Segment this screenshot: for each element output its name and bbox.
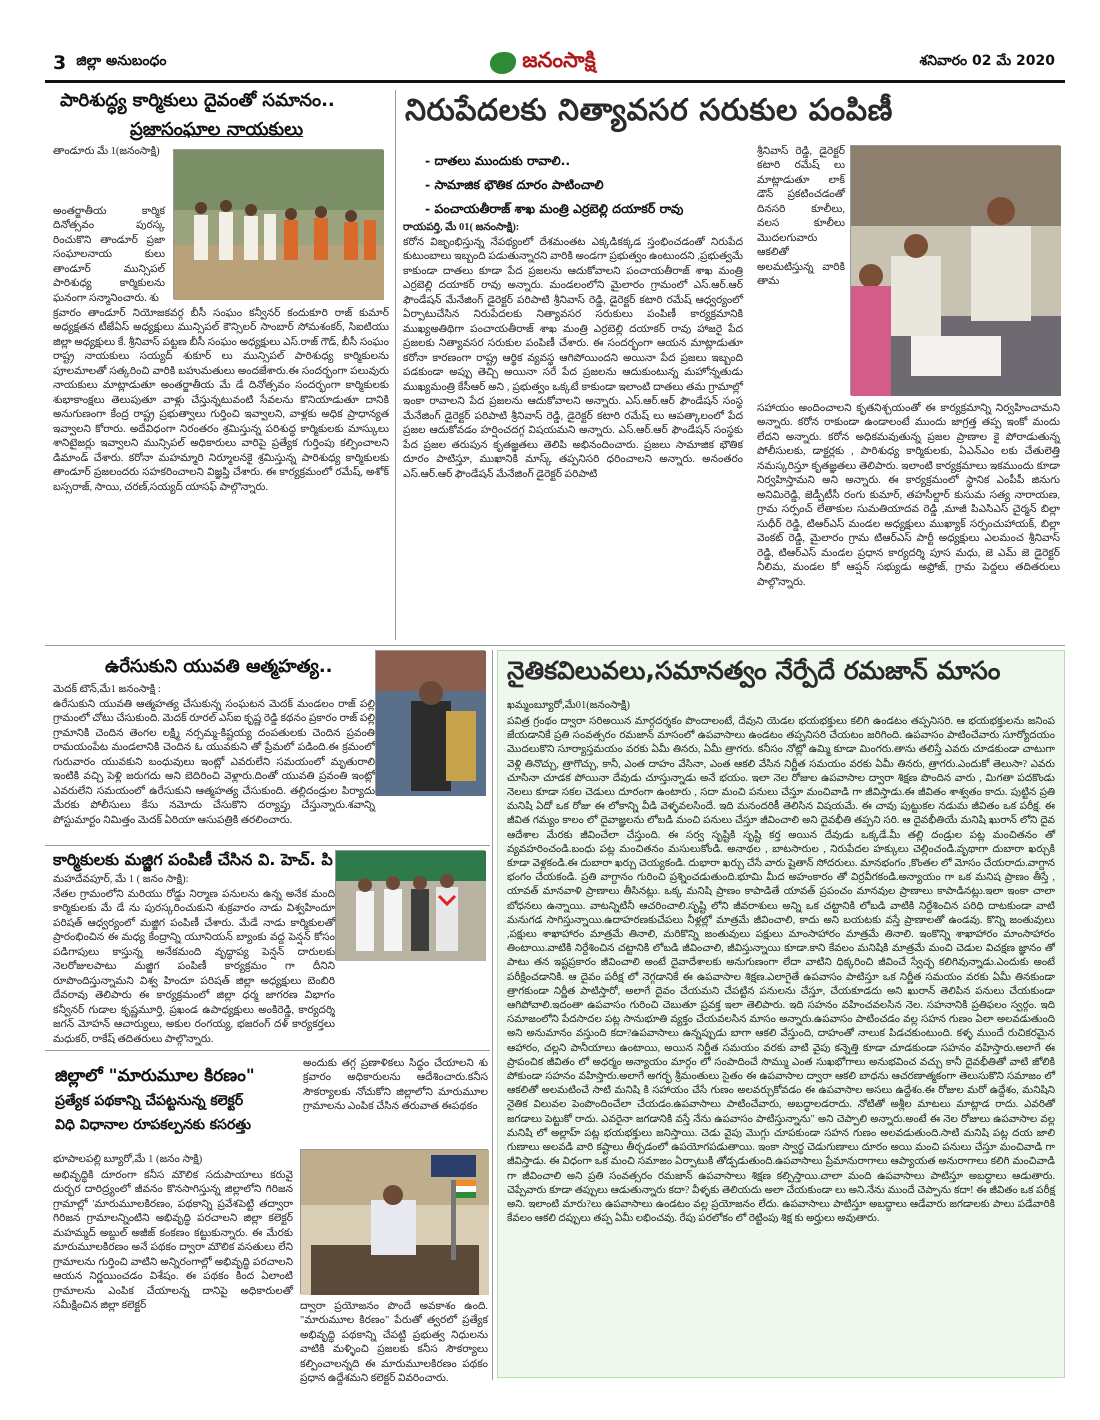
- masthead: [45, 45, 1065, 83]
- story1-side-text: అంతర్జాతీయ కార్మిక దినోత్సవం పురస్క రించుకొని తాండూర్ ప్రజా సంఘాలనాయ కులు తాండూర్ మున్సిపల్ పారిశుధ్య కార్మికులను ఘనంగా సన్మానించారు. శు: [53, 206, 165, 304]
- story5-photo: [300, 1149, 488, 1294]
- story1-headline: పారిశుద్ధ్య కార్మికులు దైవంతో సమానం..: [60, 90, 335, 111]
- story2-side-text: శ్రీనివాస్ రెడ్డి, డైరెక్టర్ కటారి రమేష్ లు మాట్లాడుతూ లాక్ డౌన్ ప్రకటించడంతో దినసరి కూలీలు, వలస కూలీలు మొదలగువారు ఆకలితో అలమటిస్తున్న వారికి తామ: [757, 146, 845, 288]
- story4-body: నేతల గ్రామంలోని మరియు రోడ్డు నిర్మాణ పనులను ఉన్న అనేక మంది కార్మికులకు మే డే ను పురస్కరించుకుని శుక్రవారం నాడు విశ్వహిందూ పరిషత్ ఆధ్వర్యంలో మజ్జిగ పంపిణీ చేశారు. మేడే నాడు కార్మికులతో ప్రారంభించిన ఈ మధ్య కేంద్రాన్ని యూనియన్ బ్యాంకు వద్ద పెన్షన్ కోసం పడిగాపులు కాస్తున్న అనేకమంది వృద్ధాప్య పెన్షన్ దారులకు నెలరోజులపాటు మజ్జిగ పంపిణీ కార్యక్రమం గా దీనిని రూపొందిస్తున్నామని విశ్వ హిందూ పరిషత్ జిల్లా అధ్యక్షులు బెంబిరి దేవరావు తెలిపారు ఈ కార్యక్రమంలో జిల్లా ధర్మ జాగరణ విభాగం కన్వీనర్ గుడాల కృష్ణమూర్తి, ప్రఖండ ఉపాధ్యక్షులు అంకిరెడ్డి, కార్యదర్శి జగన్ మోహన్ ఆచార్యులు, అకుల రంగయ్య, భజరంగ్ దళ్ కార్యకర్తలు మధుకర్, రాకేష్ తదితరులు పాల్గొన్నారు.: [53, 889, 335, 1045]
- story4-dateline: మహదేవపూర్, మే 1 ( జనం సాక్షి):: [53, 874, 189, 885]
- newspaper-name: జనంసాక్షి: [522, 47, 596, 72]
- story4-body-cont: [53, 978, 485, 1048]
- telangana-map-icon: [490, 52, 516, 74]
- story1-subheadline: ప్రజాసంఘాల నాయకులు: [130, 119, 304, 140]
- story2-dateline: రాయపర్తి, మే 01( జనంసాక్షి):: [403, 222, 520, 233]
- story2-body: కరోన విజృంభిస్తున్న నేపథ్యంలో దేశమంతట ఎక్కడికక్కడ స్తంభించడంతో నిరుపేద కుటుంబాలు ఇబ్బంది పడుతున్నారని వారికి అండగా ప్రభుత్వం ఉంటుందని ,ప్రభుత్వమే కాకుండా దాతలు కూడా పేద ప్రజలను ఆదుకోవాలని పంచాయతీరాజ్ శాఖ మంత్రి ఎర్రబెల్లి దయాకర్ రావు అన్నారు. మండలంలోని మైలారం గ్రామంలో ఎస్.ఆర్.ఆర్ ఫౌండేషన్ మేనేజింగ్ డైరెక్టర్ పరిపాటి శ్రీనివాస్ రెడ్డి, డైరెక్టర్ కటారి రమేష్ ఆధ్వర్యంలో ఏర్పాటుచేసిన నిరుపేదలకు నిత్యావసర సరుకులు పంపిణీ కార్యక్రమానికి ముఖ్యఅతిథిగా పంచాయతీరాజ్ శాఖ మంత్రి ఎర్రబెల్లి దయాకర్ రావు హాజరై పేద ప్రజలకు నిత్యావసర సరుకుల పంపిణీ చేశారు. ఈ సందర్భంగా ఆయన మాట్లాడుతూ కరోనా కారణంగా రాష్ట్ర ఆర్థిక వ్యవస్థ ఆగిపోయిందని అయినా పేద ప్రజలు ఇబ్బంది పడకుండా అప్పు తెచ్చి అయినా సరే పేద ప్రజలను ఆదుకుంటున్న మహోన్నతుడు ముఖ్యమంత్రి కేసీఆర్ అని , ప్రభుత్వం ఒక్కటే కాకుండా ఇలాంటి దాతలు తమ గ్రామాల్లో ఇంకా రావాలని పేద ప్రజలను ఆదుకోవాలని అన్నారు. ఎస్.ఆర్.ఆర్ ఫౌండేషన్ సంస్థ మేనేజింగ్ డైరెక్టర్ పరిపాటి శ్రీనివాస్ రెడ్డి, డైరెక్టర్ కటారి రమేష్ లు ఆపత్కాలంలో పేద ప్రజల ఆదుకోవడం హర్షించదగ్గ విషయమని అన్నారు. ఎస్.ఆర్.ఆర్ ఫౌండేషన్ సంస్థకు పేద ప్రజల తరుపున కృతజ్ఞతలు తెలిపి అభినందించారు. ప్రజలు సామాజిక భౌతిక దూరం పాటిస్తూ, ముఖానికి మాస్క్ తప్పనిసరి ధరించాలని అన్నారు. అనంతరం ఎస్.ఆర్.ఆర్ ఫౌండేషన్ మేనేజింగ్ డైరెక్టర్ పరిపాటి: [403, 237, 743, 480]
- story5-headline: జిల్లాలో "మారుమూల కిరణం": [55, 1066, 255, 1086]
- story2-bullet-3: - పంచాయతీరాజ్ శాఖ మంత్రి ఎర్రబెల్లి దయాకర్ రావు: [425, 201, 684, 216]
- story3-photo: [375, 650, 485, 795]
- story5-body-cont: ద్వారా ప్రయోజనం పొందే అవకాశం ఉంది. "మారుమూల కిరణం" పేరుతో త్వరలో ప్రత్యేక అభివృద్ధి పథకాన్ని చేపట్టి ప్రభుత్వ నిధులను వాటికి మళ్ళించి ప్రజలకు కనీస సౌకర్యాలు కల్పించాలన్నది ఈ మారుమూలకిరణం పథకం ప్రధాన ఉద్దేశమని కలెక్టర్ వివరించారు.: [300, 1301, 488, 1385]
- story2-bullet-1: - దాతలు ముందుకు రావాలి..: [425, 153, 571, 168]
- story2-headline: నిరుపేదలకు నిత్యావసర సరుకుల పంపిణీ: [405, 93, 893, 128]
- story6-dateline: ఖమ్మంబ్యూరో,మే01(జనంసాక్షి): [507, 700, 630, 711]
- story2-photo: [850, 145, 1060, 395]
- story3-headline: ఉరేసుకుని యువతి ఆత్మహత్య..: [105, 656, 333, 677]
- story5-body: అభివృద్ధికి దూరంగా కనీస మౌలిక సదుపాయాలు కరువై దుర్భర దారిద్ర్యంలో జీవనం కొనసాగిస్తున్న జిల్లాలోని గిరిజన గ్రామాల్లో 'మారుమూలకిరణం, పథకాన్ని ప్రవేశపెట్టి తద్వారా గిరిజన గ్రామాలన్నింటిని అభివృద్ధి పరచాలని జిల్లా కలెక్టర్ మహమ్మద్ అబ్దుల్ అజీజ్ కంకణం కట్టుకున్నారు. ఈ మేరకు మారుమూలకిరణం అనే పథకం ద్వారా మౌలిక వసతులు లేని గ్రామాలను గుర్తించి వాటిని అన్నిరంగాల్లో అభివృద్ధి పరచాలని ఆయన నిర్ణయించడం విశేషం. ఈ పథకం కింద ఏలాంటి గ్రామాలను ఎంపిక చేయాలన్న దానిపై అధికారులతో సమీక్షించిన జిల్లా కలెక్టర్: [53, 1170, 293, 1312]
- story3-body-cont: [53, 794, 485, 844]
- newspaper-logo: [490, 48, 595, 78]
- story1-dateline: తాండూరు మే 1(జనంసాక్షి): [53, 146, 160, 157]
- story6-headline: నైతికవిలువలు,సమానత్వం నేర్పేదే రమజాన్ మాసం: [507, 656, 1001, 685]
- story3-body: ఉరేసుకుని యువతి ఆత్మహత్య చేసుకున్న సంఘటన మెదక్ మండలం రాజ్ పల్లి గ్రామంలో చోటు చేసుకుంది. మెదక్ రూరల్ ఎస్ఐ కృష్ణ రెడ్డి కథనం ప్రకారం రాజ్ పల్లి గ్రామానికి చెందిన తెంగల లక్ష్మి నర్సమ్మ-కిష్టయ్య దంపతులకు చెందిన ప్రవంతి రామయంపేట మండలానికి చెందిన ఓ యువకుని తో ప్రేమలో పడింది.ఈ క్రమంలో గురువారం యువకుని బంధువులు ఇంట్లో ఎవరులేని సమయంలో మృతురాలి ఇంటికి వచ్చి పెళ్లి జరుగదు అని బెదిరించి వెళ్లారు.దింతో యువతి ప్రవంతి ఇంట్లో ఎవరులేని సమయంలో ఉరేసుకుని ఆత్మహత్య చేసుకుంది. తల్లిదండ్రుల పిర్యాదు మేరకు పోలీసులు కేసు నమోదు చేసుకొని దర్యాప్తు చేస్తున్నారు.శవాన్ని పోస్టుమార్టం నిమిత్తం మెదక్ ఏరియా ఆసుపత్రికి తరలించారు.: [53, 699, 375, 826]
- story6-body: పవిత్ర గ్రంథం ద్వారా సరిఅయిన మార్గదర్శకం పొందాలంటే, దేవుని యెడల భయభక్తులు కలిగి ఉండటం తప్పనిసరి. ఆ భయభక్తులను జనింప జేయడానికే ప్రతి సంవత్సరం రమజాన్ మాసంలో ఉపవాసాలు ఉండటం తప్పనిసరి చేయటం జరిగింది. ఉపవాసం పాటించేవారు సూర్యోదయం మొదలుకొని సూర్యాస్తమయం వరకు ఏమీ తినరు, ఏమీ త్రాగరు. కనీసం నోట్లో ఉమ్మి కూడా మింగరు.తాను తలిస్తే ఎవరు చూడకుండా చాటుగా వెళ్లి తినొచ్చు, త్రాగొచ్చు, కానీ, ఎంత దాహం వేసినా, ఎంత ఆకలి వేసిన నిర్ణీత సమయం వరకు ఏమీ తినరు, త్రాగరు.ఎందుకో తెలుసా? ఎవరు చూసినా చూడక పోయినా దేవుడు చూస్తున్నాడు అనే భయం. ఇలా నెల రోజుల ఉపవాసాల ద్వారా శిక్షణ పొందిన వారు , మిగతా పదకొండు నెలలు కూడా సకల చెడులు దూరంగా ఉంటారు , సదా మంచి పనులు చేస్తూ మంచివాడి గా జీవిస్తాడు.ఈ జీవితం శాశ్వతం కాదు. పుట్టిన ప్రతి మనిషి ఏదో ఒక రోజు ఈ లోకాన్ని వీడి వెళ్ళవలసిందే. ఇది మనందరికీ తెలిసిన విషయమే. ఈ చావు పుట్టుకల నడుమ జీవితం ఒక పరీక్ష. ఈ జీవిత గమ్యం కాలం లో దైవాజ్ఞలను లోబడి మంచి పనులు చేస్తూ జీవించాలి అని దైవభీతి తప్పని సరి. ఆ దైవభీతియే మనిషి ఖురాన్ లోని దైవ ఆదేశాల మేరకు జీవించేలా చేస్తుంది. ఈ సర్వ సృష్టికి సృష్టి కర్త అయిన దేవుడు ఒక్కడే.మీ తల్లి దండ్రుల పట్ల మంచితనం తో వ్యవహరించండి.బంధు పట్ల మంచితనం మసులుకోండి. అనాథల , బాటసారుల , నిరుపేదల హక్కులు చెల్లించండి.వృథాగా దుబారా ఖర్చుకి కూడా వెళ్లకండి.ఈ దుబారా ఖర్చు చెయ్యకండి. దుభారా ఖర్చు చేసే వారు షైతాన్ సోదరులు. మానభంగం ,కొంతల లో మోసం చేయరాదు.వాగ్దాన భంగం చేయకండి. ప్రతి వాగ్దానం గురించి ప్రశ్నించడుతుంది.భూమి మీద అహంకారం తో విర్రవీగకండి.అన్యాయం గా ఒక మనిష ప్రాణం తీస్తే , యావత్ మానవాళి ప్రాణాలు తీసినట్లు. ఒక్క మనిషి ప్రాణం కాపాడితే యావత్ ప్రపంచం మానవుల ప్రాణాలు కాపాడినట్లు.ఇలా ఇంకా చాలా బోధనలు ఉన్నాయి. వాటన్నిటినీ ఆచరించాలి.సృష్టి లోని జీవరాశులు అన్ని ఒక చట్టానికి లోబడి వాటికి నిర్దేశించిన పరిధి దాటకుండా వాటి మనుగడ సాగిస్తున్నాయి.ఉదాహరణకుచేపలు నీళ్లల్లో మాత్రమే జీవించాలి, కాదు అని బయటకు వస్తే ప్రాణాలతో ఉండవు. కొన్ని జంతువులు ,పక్షులు శాఖాహారం మాత్రమే తినాలి, మరికొన్ని జంతువులు పక్షులు మాంసాహారం మాత్రమే తినాలి. ఇంకొన్ని శాఖాహారం మాంసాహారం తింటాయి.వాటికి నిర్దేశించిన చట్టానికి లోబడి జీవించాలి, జీవిస్తున్నాయి కూడా.కాని కేవలం మనిషికి మాత్రమే మంచి చెడుల విచక్షణ జ్ఞానం తో పాటు తన ఇష్టప్రకారం జీవించాలి అంటే దైవాదేశాలకు అనుగుణంగా లేదా వాటిని ధిక్కరించి జీవించే స్వేచ్ఛ కలిగివున్నాడు.ఎందుకు అంటే పరీక్షించడానికి. ఆ దైవం పరీక్ష లో నెగ్గడానికే ఈ ఉపవాసాల శిక్షణ.ఎలాగైతే ఉపవాసం పాటిస్తూ ఒక నిర్ణీత సమయం వరకు ఏమీ తినకుండా త్రాగకుండా నిర్ణీత పాటిస్తారో, అలాగే దైవం చేయమని చేపట్టిన పనులను చేస్తూ, చేయకూడదు అని ఖురాన్ తెలిపిన పనులు చేయకుండా ఆగిపోవాలి.ఇదంతా ఉపవాసం గురించి చెబుతూ ప్రవక్త ఇలా తెలిపారు. ఇది సహనం వహించవలసిన నెల. సహనానికి ప్రతిఫలం స్వర్గం. ఇది సమాజంలోని పేదసాదల పట్ల సానుభూతి వ్యక్తం చేయవలసిన మాసం అన్నారు.ఉపవాసం పాటించడం వల్ల సహన గుణం ఏలా అలవడుతుంది అని అనుమానం వస్తుంది కదా?ఉపవాసాలు ఉన్నప్పుడు బాగా ఆకలి వేస్తుంది, దాహంతో నాలుక పిడచకుంటుంది. కళ్ళ ముందే రుచికరమైన ఆహారం, చల్లని పానీయాలు ఉంటాయి, అయిన నిర్ణీత సమయం వరకు వాటి వైపు కన్నెత్తి కూడా చూడకుండా సహనం వహిస్తారు.అలాగే ఈ ప్రాపంచిక జీవితం లో అధర్మం అన్యాయం మార్గం లో సంపాదించే సొమ్ము ఎంత సుఖభోగాలు అనుభవించ వచ్చు కానీ దైవభీతితో వాటి జోలికి పోకుండా సహనం వహిస్తారు.అలాగే అగర్భ శ్రీమంతులు సైతం ఈ ఉపవాసాల ద్వారా ఆకలి బాధను ఆచరణాత్మకంగా తెలుసుకొని సమాజం లో ఆకలితో అలమటించే సాటి మనిషి కి సహాయం చేసే గుణం అలవర్చుకోవడం ఈ ఉపవాసాల అసలు ఉద్దేశం.ఈ రోజుల మరో ఉద్దేశం, మనిషిని నైతిక విలువల పెంపొందించేలా చేయడం.ఉపవాసాలు పాటించేవారు, అబద్ధాలడరాదు. నోటితో అశ్లీల మాటలు మాట్లాడ రాదు. ఎవరితో జగడాలు పెట్టుకో రాదు. ఎవరైనా జగడానికి వస్తే నేను ఉపవాసం పాటిస్తున్నాను" అని చెప్పాలి అన్నారు.అంటే ఈ నెల రోజులు ఉపవాసాల వల్ల మనిషి లో అల్లాహ్ పట్ల భయభక్తులు జనిస్తాయి. చెడు వైపు మొగ్గు చూపకుండా సహన గుణం అలవడుతుంది.సాటి మనిషి పట్ల దయ జాలి గుణాలు అలవడి వారి కష్టాలు తీర్చడంలో ఉపయోగపడుతాయి. ఇంకా స్వార్థ చెడుగుణాలు దూరం అయి మంచి పనులు చేస్తూ మంచివాడి గా జీవిస్తాడు. ఈ విధంగా ఒక మంచి సమాజం ఏర్పాటుకి తోడ్పడుతుంది.ఉపవాసాలు ప్రేమానురాగాలు ఆప్యాయత అనురాగాలు కలిగి మంచివాడి గా జీవించాలి అని ప్రతి సంవత్సరం రమజాన్ ఉపవాసాలు శిక్షణ కల్పిస్తాయి.చాలా మంది ఉపవాసాలు పాటిస్తూ అబద్ధాలు ఆడుతారు. చెప్పేవారు కూడా తప్పులు ఆడుతున్నారు కదా? వీళ్ళకు తెలియదు అలా చేయకుండా లు అని.నేను ముందే చెప్పాను కదా! ఈ జీవితం ఒక పరీక్ష అని. ఇలాంటి మారు?లు ఉపవాసాలు ఉండటం వల్ల ప్రయోజనం లేదు. ఉపవాసాలు పాటిస్తూ అబద్ధాలు ఆడేవారు జగడాలకు పాలు పడేవారికి కేవలం ఆకలి దప్పులు తప్ప ఏమీ లభించవు. రేపు పరలోకం లో రెట్టింపు శిక్ష కు అర్హులు అవుతారు.: [507, 716, 1055, 1225]
- story4-headline: కార్మికులకు మజ్జిగ పంపిణీ చేసిన వి. హెచ్. పి: [53, 850, 333, 869]
- issue-date: శనివారం 02 మే 2020: [919, 53, 1055, 69]
- story2-body-cont: సహాయం అందించాలని కృతనిశ్చయంతో ఈ కార్యక్రమాన్ని నిర్వహించామని అన్నారు. కరోన రాకుండా ఉండాలంటే ముందు జాగ్రత్త తప్ప ఇంకో మందు లేదని అన్నారు. కరోన అధికమవుతున్న ప్రజల ప్రాణాల కై పోరాడుతున్న పోలీసులకు, డాక్టర్లకు , పారిశుధ్య కార్మికులకు, ఏఎన్ఎం లకు చేతులెత్తి నమస్కరిస్తూ కృతజ్ఞతలు తెలిపారు. ఇలాంటి కార్యక్రమాలు ఇకముందు కూడా నిర్వహిస్తామని అని అన్నారు. ఈ కార్యక్రమంలో స్థానిక ఎంపీపీ జినుగు అనిమిరెడ్డి, జెడ్పీటీసీ రంగు కుమార్, తహసీల్దార్ కుసుమ సత్య నారాయణ, గ్రామ సర్పంచ్ లేతాకుల సుమతియాదవ రెడ్డి ,మాజీ పిఎసిఎస్ చైర్మన్ బిల్లా సుధీర్ రెడ్డి, టిఆర్ఎస్ మండల అధ్యక్షులు ముఖ్యాక్ సర్పంచుహాయక్, బిల్లా వెంకట్ రెడ్డి, మైలారం గ్రామ టిఆర్ఎస్ పార్టీ అధ్యక్షులు ఎలమంచ శ్రీనివాస్ రెడ్డి, టిఆర్ఎస్ మండల ప్రధాన కార్యదర్శి పూస మధు, జె ఎమ్ జె డైరెక్టర్ నీలిమ, మండల కో ఆప్షన్ సభ్యుడు అఫ్రోజ్, గ్రామ పెద్దలు తదితరులు పాల్గొన్నారు.: [757, 403, 1060, 588]
- story4-photo: [335, 850, 485, 960]
- page-number: 3: [53, 51, 67, 74]
- story5-subheadline-2: విధి విధానాల రూపకల్పనకు కసరత్తు: [55, 1117, 251, 1133]
- story5-dateline: భూపాలపల్లి బ్యూరో,మే 1 (జనం సాక్షి): [53, 1154, 203, 1165]
- newspaper-page: [45, 45, 1065, 1385]
- section-name: జిల్లా అనుబంధం: [76, 53, 167, 69]
- story3-dateline: మెదక్ టౌన్,మే1 జనంసాక్షి :: [53, 684, 161, 695]
- story2-bullet-2: - సామాజిక భౌతిక దూరం పాటించాలి: [425, 177, 604, 192]
- story5-subheadline-1: ప్రత్యేక పథకాన్ని చేపట్టనున్న కలెక్టర్: [55, 1093, 244, 1109]
- story1-photo: [173, 149, 383, 299]
- story1-body: క్రవారం తాండూర్ నియోజకవర్గ బీసీ సంఘం కన్వీనర్ కందుకూరి రాజ్ కుమార్ అధ్యక్షతన టీజేఏస్ అధ్యక్షులు మున్సిపల్ కౌన్సిలర్ సాంబార్ సోమశంకర్, సిఐటియు జిల్లా అధ్యక్షులు కే. శ్రీనివాస్ పట్టణ బీసీ సంఘం అధ్యక్షులు ఎస్.రాజ్ గౌడ్, బీసీ సంఘం రాష్ట్ర నాయకులు సయ్యద్ శుకూర్ లు మున్సిపల్ పారిశుధ్య కార్మికులను పూలమాలతో సత్కరించి వారికి బహుమతులు అందజేశారు.ఈ సందర్భంగా పలువురు నాయకులు మాట్లాడుతూ అంతర్జాతీయ మే డే దినోత్సవం సందర్భంగా కార్మికులకు శుభాకాంక్షలు తెలుపుతూ వాళ్లు చేస్తున్నటువంటి సేవలను కొనియాడుతూ దానికి అనుగుణంగా కేంద్ర రాష్ట్ర ప్రభుత్వాలు గుర్తించి ఇవ్వాలని, వాళ్లకు అధిక ప్రాధాన్యత ఇవ్వాలని కోరారు. అదేవిధంగా నిరంతరం శ్రమిస్తున్న పరిశుద్ధ కార్మికులకు మాస్కులు శానిటైజర్లు ఇవ్వాలని మున్సిపల్ అధికారులు వారిపై ప్రత్యేక గుర్తింపు కల్పించాలని డిమాండ్ చేశారు. కరోనా మహమ్మారి నిర్మూలనకై శ్రమిస్తున్న పారిశుధ్య కార్మికులకు తాండూర్ ప్రజలందరు సహకరించాలని విజ్ఞప్తి చేశారు. ఈ కార్యక్రమంలో రమేష్, అశోక్ బస్సరాజ్, సాయి, చరణ్,సయ్యద్ యాసఫ్ పాల్గొన్నారు.: [53, 308, 389, 493]
- story5-side-text: అందుకు తగ్గ ప్రణాళికలు సిద్ధం చేయాలని శు క్రవారం అధికారులను ఆదేశించారు.కనీస సౌకర్యాలకు నోచుకోని జిల్లాలోని మారుమూల గ్రామాలను ఎంపిక చేసిన తరువాత ఈపథకం: [303, 1058, 488, 1113]
